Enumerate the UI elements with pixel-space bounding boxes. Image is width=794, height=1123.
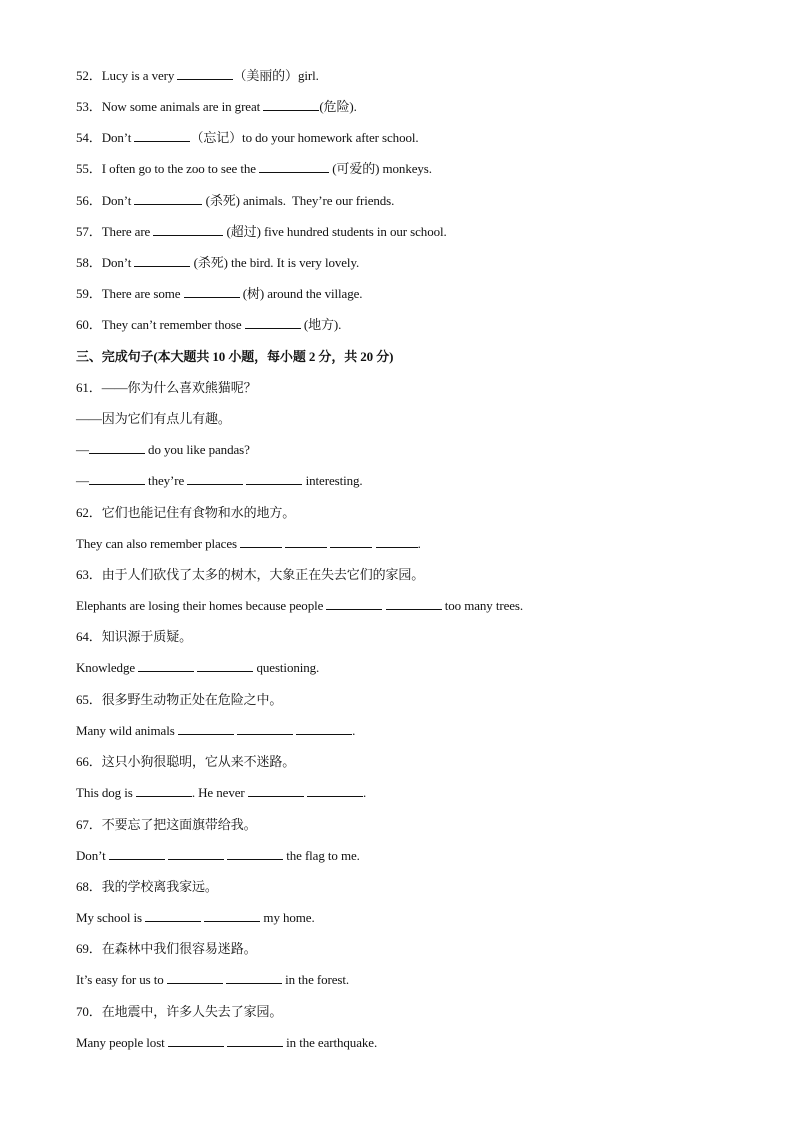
question-61-en-1: — do you like pandas? (76, 442, 250, 457)
answer-blank[interactable] (109, 847, 165, 860)
question-65-zh: 65．很多野生动物正处在危险之中。 (76, 692, 283, 707)
question-53: 53．Now some animals are in great (危险). (76, 99, 357, 114)
answer-blank[interactable] (168, 847, 224, 860)
question-65-en: Many wild animals . (76, 723, 356, 738)
question-67-en: Don’t the flag to me. (76, 848, 360, 863)
answer-blank[interactable] (89, 472, 145, 485)
answer-blank[interactable] (285, 535, 327, 548)
answer-blank[interactable] (153, 223, 223, 236)
question-68-en: My school is my home. (76, 910, 315, 925)
answer-blank[interactable] (178, 722, 234, 735)
answer-blank[interactable] (227, 847, 283, 860)
answer-blank[interactable] (204, 909, 260, 922)
question-70-en: Many people lost in the earthquake. (76, 1035, 378, 1050)
answer-blank[interactable] (134, 192, 202, 205)
answer-blank[interactable] (177, 67, 233, 80)
answer-blank[interactable] (145, 909, 201, 922)
answer-blank[interactable] (187, 472, 243, 485)
question-68-zh: 68．我的学校离我家远。 (76, 879, 218, 894)
question-52: 52．Lucy is a very （美丽的）girl. (76, 68, 319, 83)
answer-blank[interactable] (237, 722, 293, 735)
answer-blank[interactable] (259, 160, 329, 173)
question-57: 57．There are (超过) five hundred students in our school. (76, 224, 447, 239)
answer-blank[interactable] (376, 535, 418, 548)
question-62-zh: 62．它们也能记住有食物和水的地方。 (76, 505, 296, 520)
question-67-zh: 67．不要忘了把这面旗带给我。 (76, 817, 257, 832)
answer-blank[interactable] (89, 441, 145, 454)
question-63-zh: 63．由于人们砍伐了太多的树木，大象正在失去它们的家园。 (76, 567, 425, 582)
answer-blank[interactable] (240, 535, 282, 548)
question-62-en: They can also remember places . (76, 536, 421, 551)
question-60: 60．They can’t remember those (地方). (76, 317, 342, 332)
answer-blank[interactable] (326, 597, 382, 610)
answer-blank[interactable] (167, 971, 223, 984)
answer-blank[interactable] (296, 722, 352, 735)
answer-blank[interactable] (184, 285, 240, 298)
section-heading: 三、完成句子(本大题共 10 小题，每小题 2 分，共 20 分) (76, 349, 394, 364)
answer-blank[interactable] (386, 597, 442, 610)
question-63-en: Elephants are losing their homes because people too many trees. (76, 598, 524, 613)
question-56: 56．Don’t (杀死) animals. They’re our friends. (76, 193, 395, 208)
question-54: 54．Don’t （忘记）to do your homework after school. (76, 130, 419, 145)
answer-blank[interactable] (263, 98, 319, 111)
question-64-zh: 64．知识源于质疑。 (76, 629, 193, 644)
answer-blank[interactable] (248, 784, 304, 797)
answer-blank[interactable] (197, 659, 253, 672)
question-66-zh: 66．这只小狗很聪明，它从来不迷路。 (76, 754, 296, 769)
answer-blank[interactable] (138, 659, 194, 672)
answer-blank[interactable] (134, 129, 190, 142)
answer-blank[interactable] (134, 254, 190, 267)
question-61-en-2: — they’re interesting. (76, 473, 363, 488)
answer-blank[interactable] (136, 784, 192, 797)
question-69-en: It’s easy for us to in the forest. (76, 972, 350, 987)
answer-blank[interactable] (245, 316, 301, 329)
answer-blank[interactable] (226, 971, 282, 984)
answer-blank[interactable] (227, 1034, 283, 1047)
question-59: 59．There are some (树) around the village. (76, 286, 363, 301)
question-61-zh-1: 61．——你为什么喜欢熊猫呢？ (76, 380, 257, 395)
question-61-zh-2: ——因为它们有点儿有趣。 (76, 411, 231, 426)
question-58: 58．Don’t (杀死) the bird. It is very lovely. (76, 255, 360, 270)
question-66-en: This dog is . He never . (76, 785, 367, 800)
question-69-zh: 69．在森林中我们很容易迷路。 (76, 941, 257, 956)
question-64-en: Knowledge questioning. (76, 660, 320, 675)
question-70-zh: 70．在地震中，许多人失去了家园。 (76, 1004, 283, 1019)
answer-blank[interactable] (246, 472, 302, 485)
answer-blank[interactable] (330, 535, 372, 548)
answer-blank[interactable] (168, 1034, 224, 1047)
question-55: 55．I often go to the zoo to see the (可爱的) monkeys. (76, 161, 432, 176)
answer-blank[interactable] (307, 784, 363, 797)
